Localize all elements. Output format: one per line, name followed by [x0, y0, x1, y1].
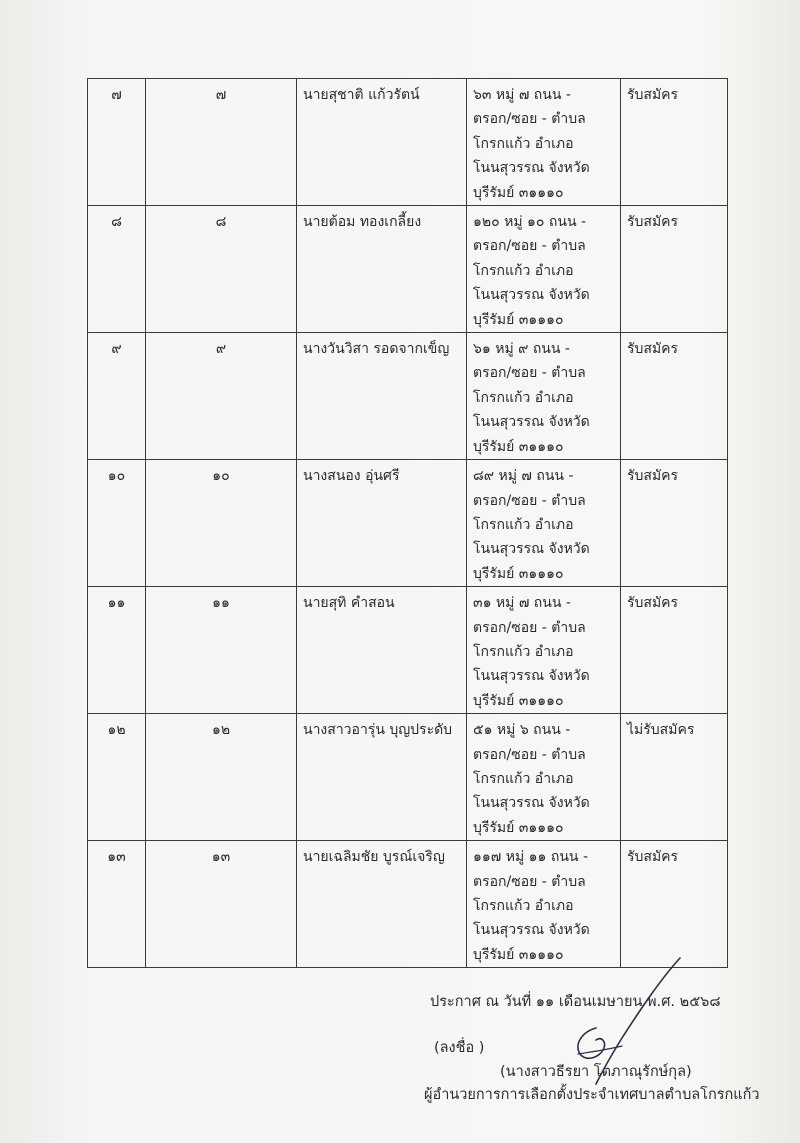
address-line: โนนสุวรรณ จังหวัด [473, 668, 590, 685]
table-row [88, 587, 728, 714]
candidate-status: รับสมัคร [621, 206, 728, 333]
candidate-number: ๙ [146, 333, 297, 460]
table-row [88, 460, 728, 587]
address-line: โนนสุวรรณ จังหวัด [473, 414, 590, 431]
candidate-status: รับสมัคร [621, 333, 728, 460]
candidate-address [467, 714, 621, 841]
signer-name: (นางสาวธีรยา โตภาณุรักษ์กุล) [500, 1064, 692, 1080]
address-line: โนนสุวรรณ จังหวัด [473, 795, 590, 812]
address-line: โกรกแก้ว อำเภอ [473, 643, 574, 660]
table-row [88, 841, 728, 968]
signature-label: (ลงชื่อ ) [434, 1040, 485, 1056]
address-line: โกรกแก้ว อำเภอ [473, 770, 574, 787]
row-number: ๗ [88, 79, 146, 206]
table-row [88, 333, 728, 460]
candidate-number: ๘ [146, 206, 297, 333]
address-line: ตรอก/ซอย - ตำบล [473, 873, 586, 890]
handwritten-signature [560, 950, 690, 1090]
address-line: บุรีรัมย์ ๓๑๑๑๐ [473, 946, 564, 963]
address-line: ตรอก/ซอย - ตำบล [473, 619, 586, 636]
address-line: ตรอก/ซอย - ตำบล [473, 746, 586, 763]
table-row [88, 206, 728, 333]
candidate-number: ๑๐ [146, 460, 297, 587]
address-line: ๑๒๐ หมู่ ๑๐ ถนน - [473, 214, 587, 231]
candidate-name: นางวันวิสา รอดจากเข็ญ [297, 333, 467, 460]
address-line: บุรีรัมย์ ๓๑๑๑๐ [473, 438, 564, 455]
address-line: โนนสุวรรณ จังหวัด [473, 922, 590, 939]
address-line: โกรกแก้ว อำเภอ [473, 516, 574, 533]
candidate-status: ไม่รับสมัคร [621, 714, 728, 841]
address-line: ๓๑ หมู่ ๗ ถนน - [473, 595, 571, 612]
address-line: บุรีรัมย์ ๓๑๑๑๐ [473, 184, 564, 201]
candidate-number: ๗ [146, 79, 297, 206]
row-number: ๑๓ [88, 841, 146, 968]
address-line: ตรอก/ซอย - ตำบล [473, 111, 586, 128]
address-line: ๕๑ หมู่ ๖ ถนน - [473, 722, 571, 739]
address-line: ๖๑ หมู่ ๙ ถนน - [473, 341, 570, 358]
candidate-number: ๑๓ [146, 841, 297, 968]
row-number: ๑๑ [88, 587, 146, 714]
address-line: บุรีรัมย์ ๓๑๑๑๐ [473, 692, 564, 709]
address-line: บุรีรัมย์ ๓๑๑๑๐ [473, 311, 564, 328]
candidate-name: นางสาวอารุ่น บุญประดับ [297, 714, 467, 841]
table-row [88, 79, 728, 206]
address-line: โกรกแก้ว อำเภอ [473, 135, 574, 152]
candidate-address [467, 460, 621, 587]
candidate-address [467, 587, 621, 714]
candidate-status: รับสมัคร [621, 841, 728, 968]
address-line: โนนสุวรรณ จังหวัด [473, 287, 590, 304]
address-line: บุรีรัมย์ ๓๑๑๑๐ [473, 565, 564, 582]
candidate-number: ๑๑ [146, 587, 297, 714]
address-line: โกรกแก้ว อำเภอ [473, 262, 574, 279]
candidate-name: นางสนอง อุ่นศรี [297, 460, 467, 587]
candidate-address [467, 79, 621, 206]
announcement-date: ประกาศ ณ วันที่ ๑๑ เดือนเมษายน พ.ศ. ๒๕๖๘ [430, 994, 721, 1010]
candidate-name: นายต้อม ทองเกลี้ยง [297, 206, 467, 333]
candidate-address [467, 333, 621, 460]
candidate-status: รับสมัคร [621, 587, 728, 714]
address-line: ๘๙ หมู่ ๗ ถนน - [473, 468, 574, 485]
candidate-table [87, 78, 728, 968]
row-number: ๙ [88, 333, 146, 460]
address-line: โนนสุวรรณ จังหวัด [473, 160, 590, 177]
candidate-name: นายสุชาติ แก้วรัตน์ [297, 79, 467, 206]
candidate-table-body [88, 79, 728, 968]
signer-title: ผู้อำนวยการการเลือกตั้งประจำเทศบาลตำบลโกรกแก้ว [424, 1087, 760, 1103]
address-line: บุรีรัมย์ ๓๑๑๑๐ [473, 819, 564, 836]
table-row [88, 714, 728, 841]
address-line: ตรอก/ซอย - ตำบล [473, 492, 586, 509]
address-line: โกรกแก้ว อำเภอ [473, 898, 574, 914]
candidate-name: นายสุทิ คำสอน [297, 587, 467, 714]
row-number: ๑๒ [88, 714, 146, 841]
candidate-status: รับสมัคร [621, 460, 728, 587]
address-line: ตรอก/ซอย - ตำบล [473, 238, 586, 255]
row-number: ๘ [88, 206, 146, 333]
candidate-number: ๑๒ [146, 714, 297, 841]
candidate-status: รับสมัคร [621, 79, 728, 206]
address-line: ๖๓ หมู่ ๗ ถนน - [473, 87, 571, 103]
address-line: โกรกแก้ว อำเภอ [473, 389, 574, 406]
address-line: ตรอก/ซอย - ตำบล [473, 365, 586, 382]
candidate-address [467, 206, 621, 333]
row-number: ๑๐ [88, 460, 146, 587]
address-line: โนนสุวรรณ จังหวัด [473, 541, 590, 558]
candidate-name: นายเฉลิมชัย บูรณ์เจริญ [297, 841, 467, 968]
address-line: ๑๑๗ หมู่ ๑๑ ถนน - [473, 849, 589, 866]
candidate-address [467, 841, 621, 968]
